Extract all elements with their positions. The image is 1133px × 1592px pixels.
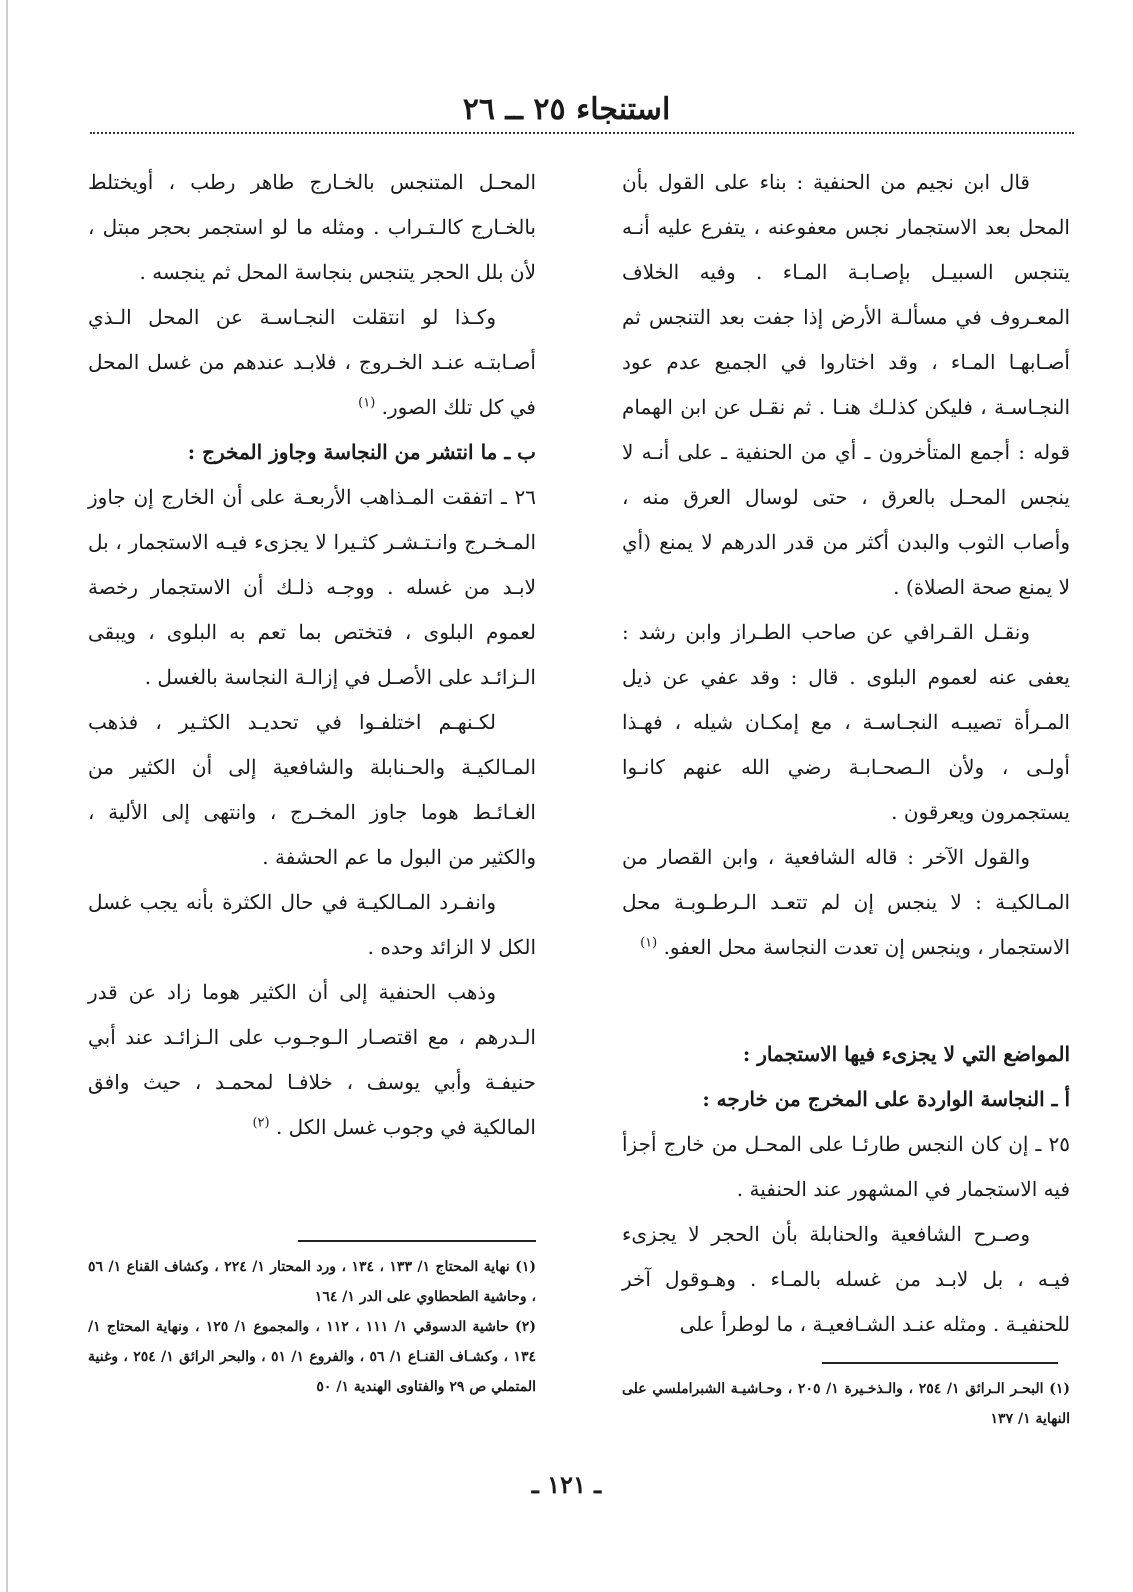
footnote-ref-1: (١) [358, 395, 376, 411]
left-paragraph-6-text: وذهب الحنفية إلى أن الكثير هوما زاد عن قدر الـدرهم ، مع اقتصـار الـوجـوب على الـزائـد عند أبي حنيفـة وأبي يوسف ، خلافـا لمحمـد ، حيث وافق المالكية في وجوب غسل الكل . [88, 980, 536, 1139]
footnote-left-1: (١) نهاية المحتاج ١/ ١٣٣ ، ١٣٤ ، ورد المحتار ١/ ٢٢٤ ، وكشاف القناع ١/ ٥٦ ، وحاشية الطحطاوي على الدر ١/ ١٦٤ [88, 1259, 536, 1305]
footnote-ref-2: (٢) [252, 1115, 270, 1131]
left-paragraph-3: ٢٦ ـ اتفقت المـذاهب الأربعـة على أن الخارج إن جاوز المـخـرج وانـتـشـر كثـيرا لا يجزىء فيـه الاستجمار ، بل لابـد من غسله . ووجـه ذلـك أن الاستجمار رخصة لعموم البلوى ، فتختص بما تعم به البلوى ، ويبقى الـزائـد على الأصـل في إزالـة النجاسة بالغسل . [88, 485, 536, 689]
footnotes-left [88, 1252, 536, 1402]
right-paragraph-1: قال ابن نجيم من الحنفية : بناء على القول بأن المحل بعد الاستجمار نجس معفوعنه ، يتفرع عليه أنـه يتنجس السبيـل بإصـابـة المـاء . وفيه الخلاف المعـروف في مسألـة الأرض إذا جفت بعد التنجس ثم أصـابهـا المـاء ، وقد اختاروا في الجميع عدم عود النجـاسـة ، فليكن كذلـك هنـا . ثم نقـل عن ابن الهمام قوله : أجمع المتأخرون ـ أي من الحنفية ـ على أنـه لا ينجس المحـل بالعرق ، حتى لوسال العرق منه ، وأصاب الثوب والبدن أكثر من قدر الدرهم لا يمنع (أي لا يمنع صحة الصلاة) . [622, 170, 1070, 599]
left-column [88, 160, 536, 1150]
right-paragraph-5: وصـرح الشافعية والحنابلة بأن الحجر لا يجزىء فيـه ، بل لابـد من غسله بالمـاء . وهـوقول آخر للحنفيـة . ومثله عنـد الشـافعيـة ، ما لوطرأ على [622, 1222, 1070, 1336]
page-header-title: استنجاء ٢٥ ــ ٢٦ [462, 92, 671, 127]
right-paragraph-4: ٢٥ ـ إن كان النجس طارئـا على المحـل من خارج أجزأ فيه الاستجمار في المشهور عند الحنفية . [622, 1132, 1070, 1201]
section-heading-places: المواضع التي لا يجزىء فيها الاستجمار : [742, 1042, 1070, 1066]
left-paragraph-5: وانفـرد المـالكيـة في حال الكثرة بأنه يجب غسل الكل لا الزائد وحده . [88, 890, 536, 959]
footnote-left-2: (٢) حاشية الدسوقي ١/ ١١١ ، ١١٢ ، والمجموع ١/ ١٢٥ ، ونهاية المحتاج ١/ ١٣٤ ، وكشـاف القنـاع ١/ ٥٦ ، والفروع ١/ ٥١ ، والبحر الرائق ١/ ٢٥٤ ، وغنية المتملي ص ٢٩ والفتاوى الهندية ١/ ٥٠ [88, 1319, 536, 1395]
header-dotted-rule [90, 132, 1074, 134]
right-paragraph-2: ونقـل القـرافي عن صاحب الطـراز وابن رشد : يعفى عنه لعموم البلوى . قال : وقد عفي عن ذيل المـرأة تصيبـه النجـاسـة ، مع إمكـان شيله ، فهـذا أولـى ، ولأن الـصحـابـة رضي الله عنهم كانـوا يستجمرون ويعرقون . [622, 620, 1070, 824]
footnote-right-1: (١) البحـر الـرائق ١/ ٢٥٤ ، والـذخـيرة ١/ ٢٠٥ ، وحـاشيـة الشبراملسي على النهاية ١/ ١٣٧ [622, 1381, 1070, 1427]
footnotes-right [622, 1374, 1070, 1434]
section-gap [622, 970, 1070, 1032]
subheading-b: ب ـ ما انتشر من النجاسة وجاوز المخرج : [187, 440, 536, 464]
left-paragraph-4: لكـنهـم اختلفـوا في تحديـد الكثـير ، فذهب المـالكيـة والحـنابلة والشافعية إلى أن الكثير من الغـائـط هوما جاوز المخـرج ، وانتهى إلى الألية ، والكثير من البول ما عم الحشفة . [88, 710, 536, 869]
footnote-ref-1: (١) [640, 935, 658, 951]
right-column [622, 160, 1070, 1347]
left-paragraph-6 [88, 970, 536, 1150]
left-paragraph-1: المحـل المتنجس بالخـارج طاهر رطب ، أويختلط بالخـارج كالـتـراب . ومثله ما لو استجمر بحجر مبتل ، لأن بلل الحجر يتنجس بنجاسة المحل ثم ينجسه . [88, 170, 536, 284]
footnote-rule-left [298, 1240, 536, 1242]
right-paragraph-3 [622, 835, 1070, 970]
footnote-rule-right [822, 1362, 1058, 1364]
left-paragraph-2-text: وكـذا لو انتقلت النجـاسـة عن المحل الـذي أصـابتـه عنـد الخـروج ، فلابـد عندهم من غسل المحل في كل تلك الصور. [88, 305, 536, 419]
right-paragraph-3-text: والقول الآخر : قاله الشافعية ، وابن القصار من المـالكيـة : لا ينجس إن لم تتعـد الـرطـوبـة محل الاستجمار ، وينجس إن تعدت النجاسة محل العفو. [622, 845, 1070, 959]
left-paragraph-2 [88, 295, 536, 430]
subheading-a: أ ـ النجاسة الواردة على المخرج من خارجه : [702, 1087, 1070, 1111]
page-number: ـ ١٢١ ـ [531, 1470, 602, 1499]
scan-edge-line [6, 0, 8, 1592]
